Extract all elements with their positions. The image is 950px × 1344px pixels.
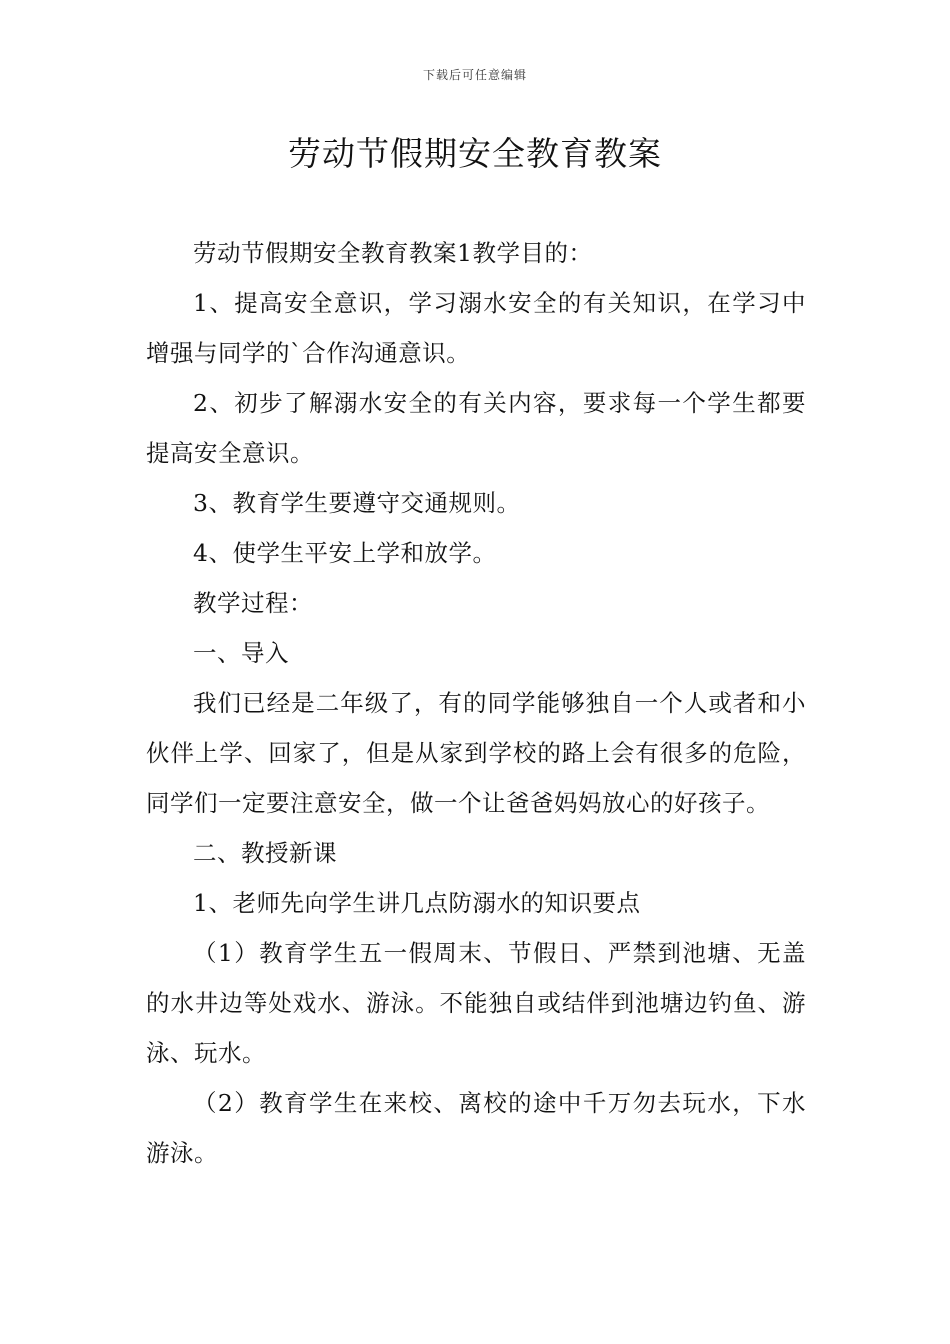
document-title: 劳动节假期安全教育教案 (288, 134, 662, 173)
paragraph-lesson-subpoint-2: （2）教育学生在来校、离校的途中千万勿去玩水，下水游泳。 (146, 1089, 806, 1167)
paragraph-intro-text: 我们已经是二年级了，有的同学能够独自一个人或者和小伙伴上学、回家了，但是从家到学校的路上会有很多的危险，同学们一定要注意安全，做一个让爸爸妈妈放心的好孩子。 (146, 689, 806, 817)
paragraph-objectives-heading: 劳动节假期安全教育教案1教学目的： (193, 239, 593, 267)
paragraph-section-new-lesson: 二、教授新课 (193, 839, 337, 867)
paragraph-lesson-subpoint-1: （1）教育学生五一假周末、节假日、严禁到池塘、无盖的水井边等处戏水、游泳。不能独自或结伴到池塘边钓鱼、游泳、玩水。 (146, 939, 806, 1067)
header-note: 下载后可任意编辑 (422, 68, 527, 82)
paragraph-objective-1: 1、提高安全意识，学习溺水安全的有关知识，在学习中增强与同学的`合作沟通意识。 (146, 289, 806, 367)
paragraph-objective-3: 3、教育学生要遵守交通规则。 (193, 489, 521, 517)
paragraph-lesson-point-1: 1、老师先向学生讲几点防溺水的知识要点 (193, 889, 641, 917)
paragraph-section-intro: 一、导入 (193, 639, 289, 667)
document-body (146, 228, 806, 1178)
paragraph-objective-4: 4、使学生平安上学和放学。 (193, 539, 497, 567)
paragraph-process-heading: 教学过程： (193, 589, 313, 617)
paragraph-objective-2: 2、初步了解溺水安全的有关内容，要求每一个学生都要提高安全意识。 (146, 389, 806, 467)
